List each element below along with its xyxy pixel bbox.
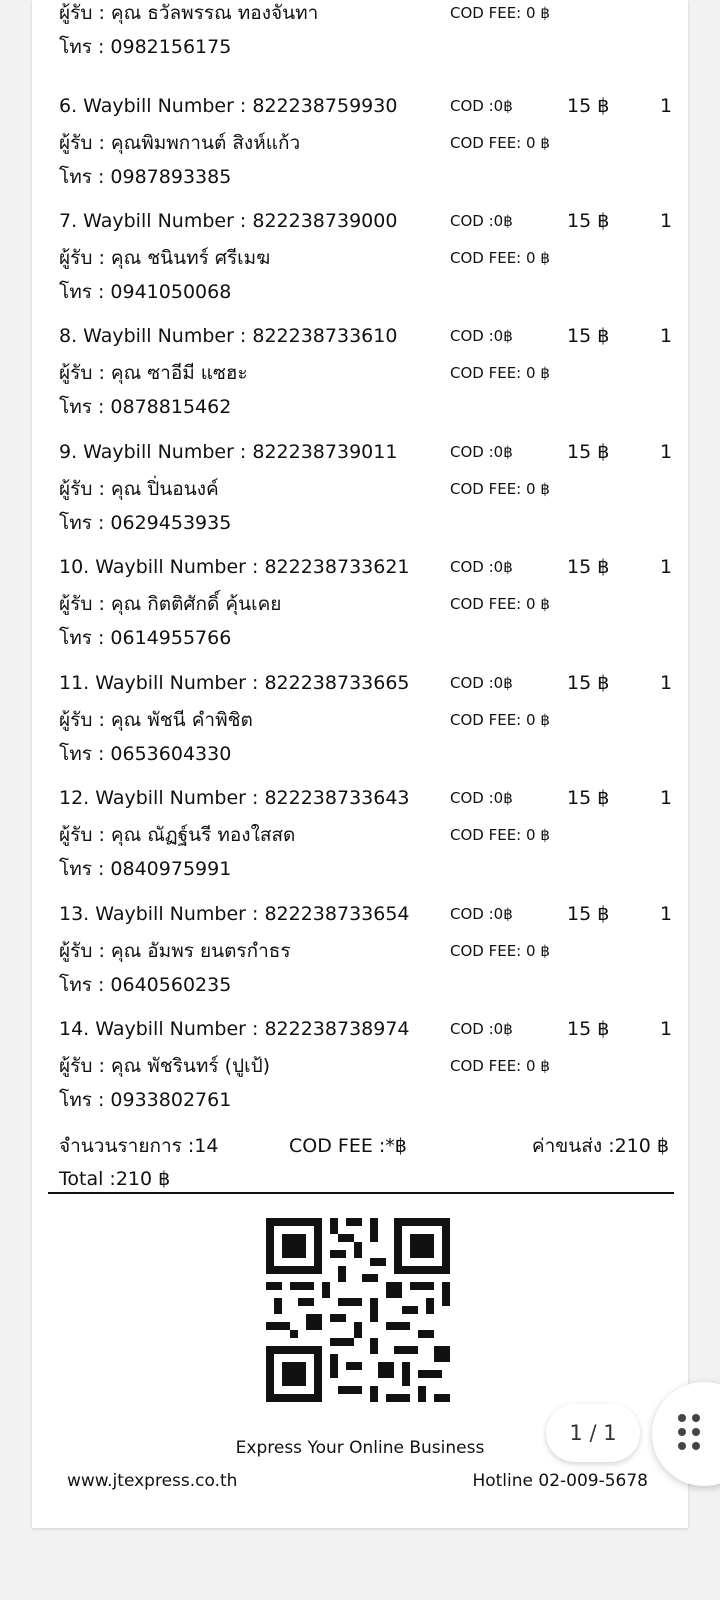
cod-fee: COD FEE: 0 ฿ <box>450 942 550 960</box>
recipient: ผู้รับ : คุณพิมพกานต์ สิงห์แก้ว <box>59 132 301 154</box>
price: 15 ฿ <box>567 903 610 925</box>
cod-value: COD :0฿ <box>450 1020 513 1038</box>
recipient: ผู้รับ : คุณ พัชนี คำพิชิต <box>59 709 253 731</box>
list-item <box>32 208 688 318</box>
tagline: Express Your Online Business <box>235 1438 485 1458</box>
recipient: ผู้รับ : คุณ พัชรินทร์ (ปูเป้) <box>59 1055 271 1077</box>
price: 15 ฿ <box>567 556 610 578</box>
phone: โทร : 0987893385 <box>59 166 232 188</box>
phone: โทร : 0653604330 <box>59 743 232 765</box>
cod-value: COD :0฿ <box>450 674 513 692</box>
waybill-number: 12. Waybill Number : 822238733643 <box>59 787 410 809</box>
cod-fee: COD FEE: 0 ฿ <box>450 480 550 498</box>
quantity: 1 <box>660 672 673 694</box>
price: 15 ฿ <box>567 441 610 463</box>
cod-fee: COD FEE: 0 ฿ <box>450 711 550 729</box>
cod-fee: COD FEE: 0 ฿ <box>450 1057 550 1075</box>
recipient: ผู้รับ : คุณ ปิ่นอนงค์ <box>59 478 219 500</box>
list-item <box>32 323 688 433</box>
qr-code-icon <box>258 1210 458 1410</box>
waybill-number: 9. Waybill Number : 822238739011 <box>59 441 398 463</box>
shipping-cost: ค่าขนส่ง :210 ฿ <box>531 1135 669 1157</box>
cod-fee: COD FEE: 0 ฿ <box>450 595 550 613</box>
recipient: ผู้รับ : คุณ ธวัลพรรณ ทองจันทา <box>59 2 319 24</box>
cod-value: COD :0฿ <box>450 212 513 230</box>
list-item <box>32 1016 688 1126</box>
recipient: ผู้รับ : คุณ ณัฏฐ์นรี ทองใสสด <box>59 824 296 846</box>
recipient: ผู้รับ : คุณ ชนินทร์ ศรีเมฆ <box>59 247 271 269</box>
price: 15 ฿ <box>567 787 610 809</box>
phone: โทร : 0933802761 <box>59 1089 232 1111</box>
quantity: 1 <box>660 1018 673 1040</box>
waybill-number: 7. Waybill Number : 822238739000 <box>59 210 398 232</box>
phone: โทร : 0982156175 <box>59 36 232 58</box>
list-item <box>32 93 688 203</box>
list-item <box>32 785 688 895</box>
total: Total :210 ฿ <box>59 1168 171 1190</box>
cod-fee: COD FEE: 0 ฿ <box>450 4 550 22</box>
waybill-number: 6. Waybill Number : 822238759930 <box>59 95 398 117</box>
phone: โทร : 0640560235 <box>59 974 232 996</box>
list-item <box>32 901 688 1011</box>
quantity: 1 <box>660 325 673 347</box>
waybill-number: 11. Waybill Number : 822238733665 <box>59 672 410 694</box>
recipient: ผู้รับ : คุณ ซาอีมี แซฮะ <box>59 362 248 384</box>
price: 15 ฿ <box>567 1018 610 1040</box>
cod-value: COD :0฿ <box>450 558 513 576</box>
divider <box>48 1192 674 1194</box>
price: 15 ฿ <box>567 672 610 694</box>
quantity: 1 <box>660 787 673 809</box>
cod-value: COD :0฿ <box>450 97 513 115</box>
price: 15 ฿ <box>567 325 610 347</box>
item-count: จำนวนรายการ :14 <box>59 1135 219 1157</box>
recipient: ผู้รับ : คุณ อัมพร ยนตรกำธร <box>59 940 291 962</box>
cod-fee: COD FEE: 0 ฿ <box>450 134 550 152</box>
hotline: Hotline 02-009-5678 <box>472 1471 648 1491</box>
phone: โทร : 0878815462 <box>59 396 232 418</box>
cod-value: COD :0฿ <box>450 327 513 345</box>
waybill-number: 14. Waybill Number : 822238738974 <box>59 1018 410 1040</box>
cod-fee: COD FEE: 0 ฿ <box>450 249 550 267</box>
cod-value: COD :0฿ <box>450 443 513 461</box>
quantity: 1 <box>660 441 673 463</box>
list-item <box>32 439 688 549</box>
quantity: 1 <box>660 95 673 117</box>
summary-cod-fee: COD FEE :*฿ <box>289 1135 407 1157</box>
cod-value: COD :0฿ <box>450 789 513 807</box>
list-item <box>32 0 688 73</box>
waybill-number: 8. Waybill Number : 822238733610 <box>59 325 398 347</box>
page-indicator: 1 / 1 <box>546 1404 640 1462</box>
quantity: 1 <box>660 210 673 232</box>
phone: โทร : 0629453935 <box>59 512 232 534</box>
waybill-number: 13. Waybill Number : 822238733654 <box>59 903 410 925</box>
list-item <box>32 554 688 664</box>
cod-fee: COD FEE: 0 ฿ <box>450 826 550 844</box>
cod-value: COD :0฿ <box>450 905 513 923</box>
quantity: 1 <box>660 903 673 925</box>
price: 15 ฿ <box>567 95 610 117</box>
list-item <box>32 670 688 780</box>
phone: โทร : 0614955766 <box>59 627 232 649</box>
waybill-number: 10. Waybill Number : 822238733621 <box>59 556 410 578</box>
price: 15 ฿ <box>567 210 610 232</box>
recipient: ผู้รับ : คุณ กิตติศักดิ์ คุ้นเคย <box>59 593 282 615</box>
quantity: 1 <box>660 556 673 578</box>
cod-fee: COD FEE: 0 ฿ <box>450 364 550 382</box>
receipt-sheet <box>32 0 688 1528</box>
phone: โทร : 0941050068 <box>59 281 232 303</box>
phone: โทร : 0840975991 <box>59 858 232 880</box>
website-link[interactable]: www.jtexpress.co.th <box>67 1471 238 1491</box>
